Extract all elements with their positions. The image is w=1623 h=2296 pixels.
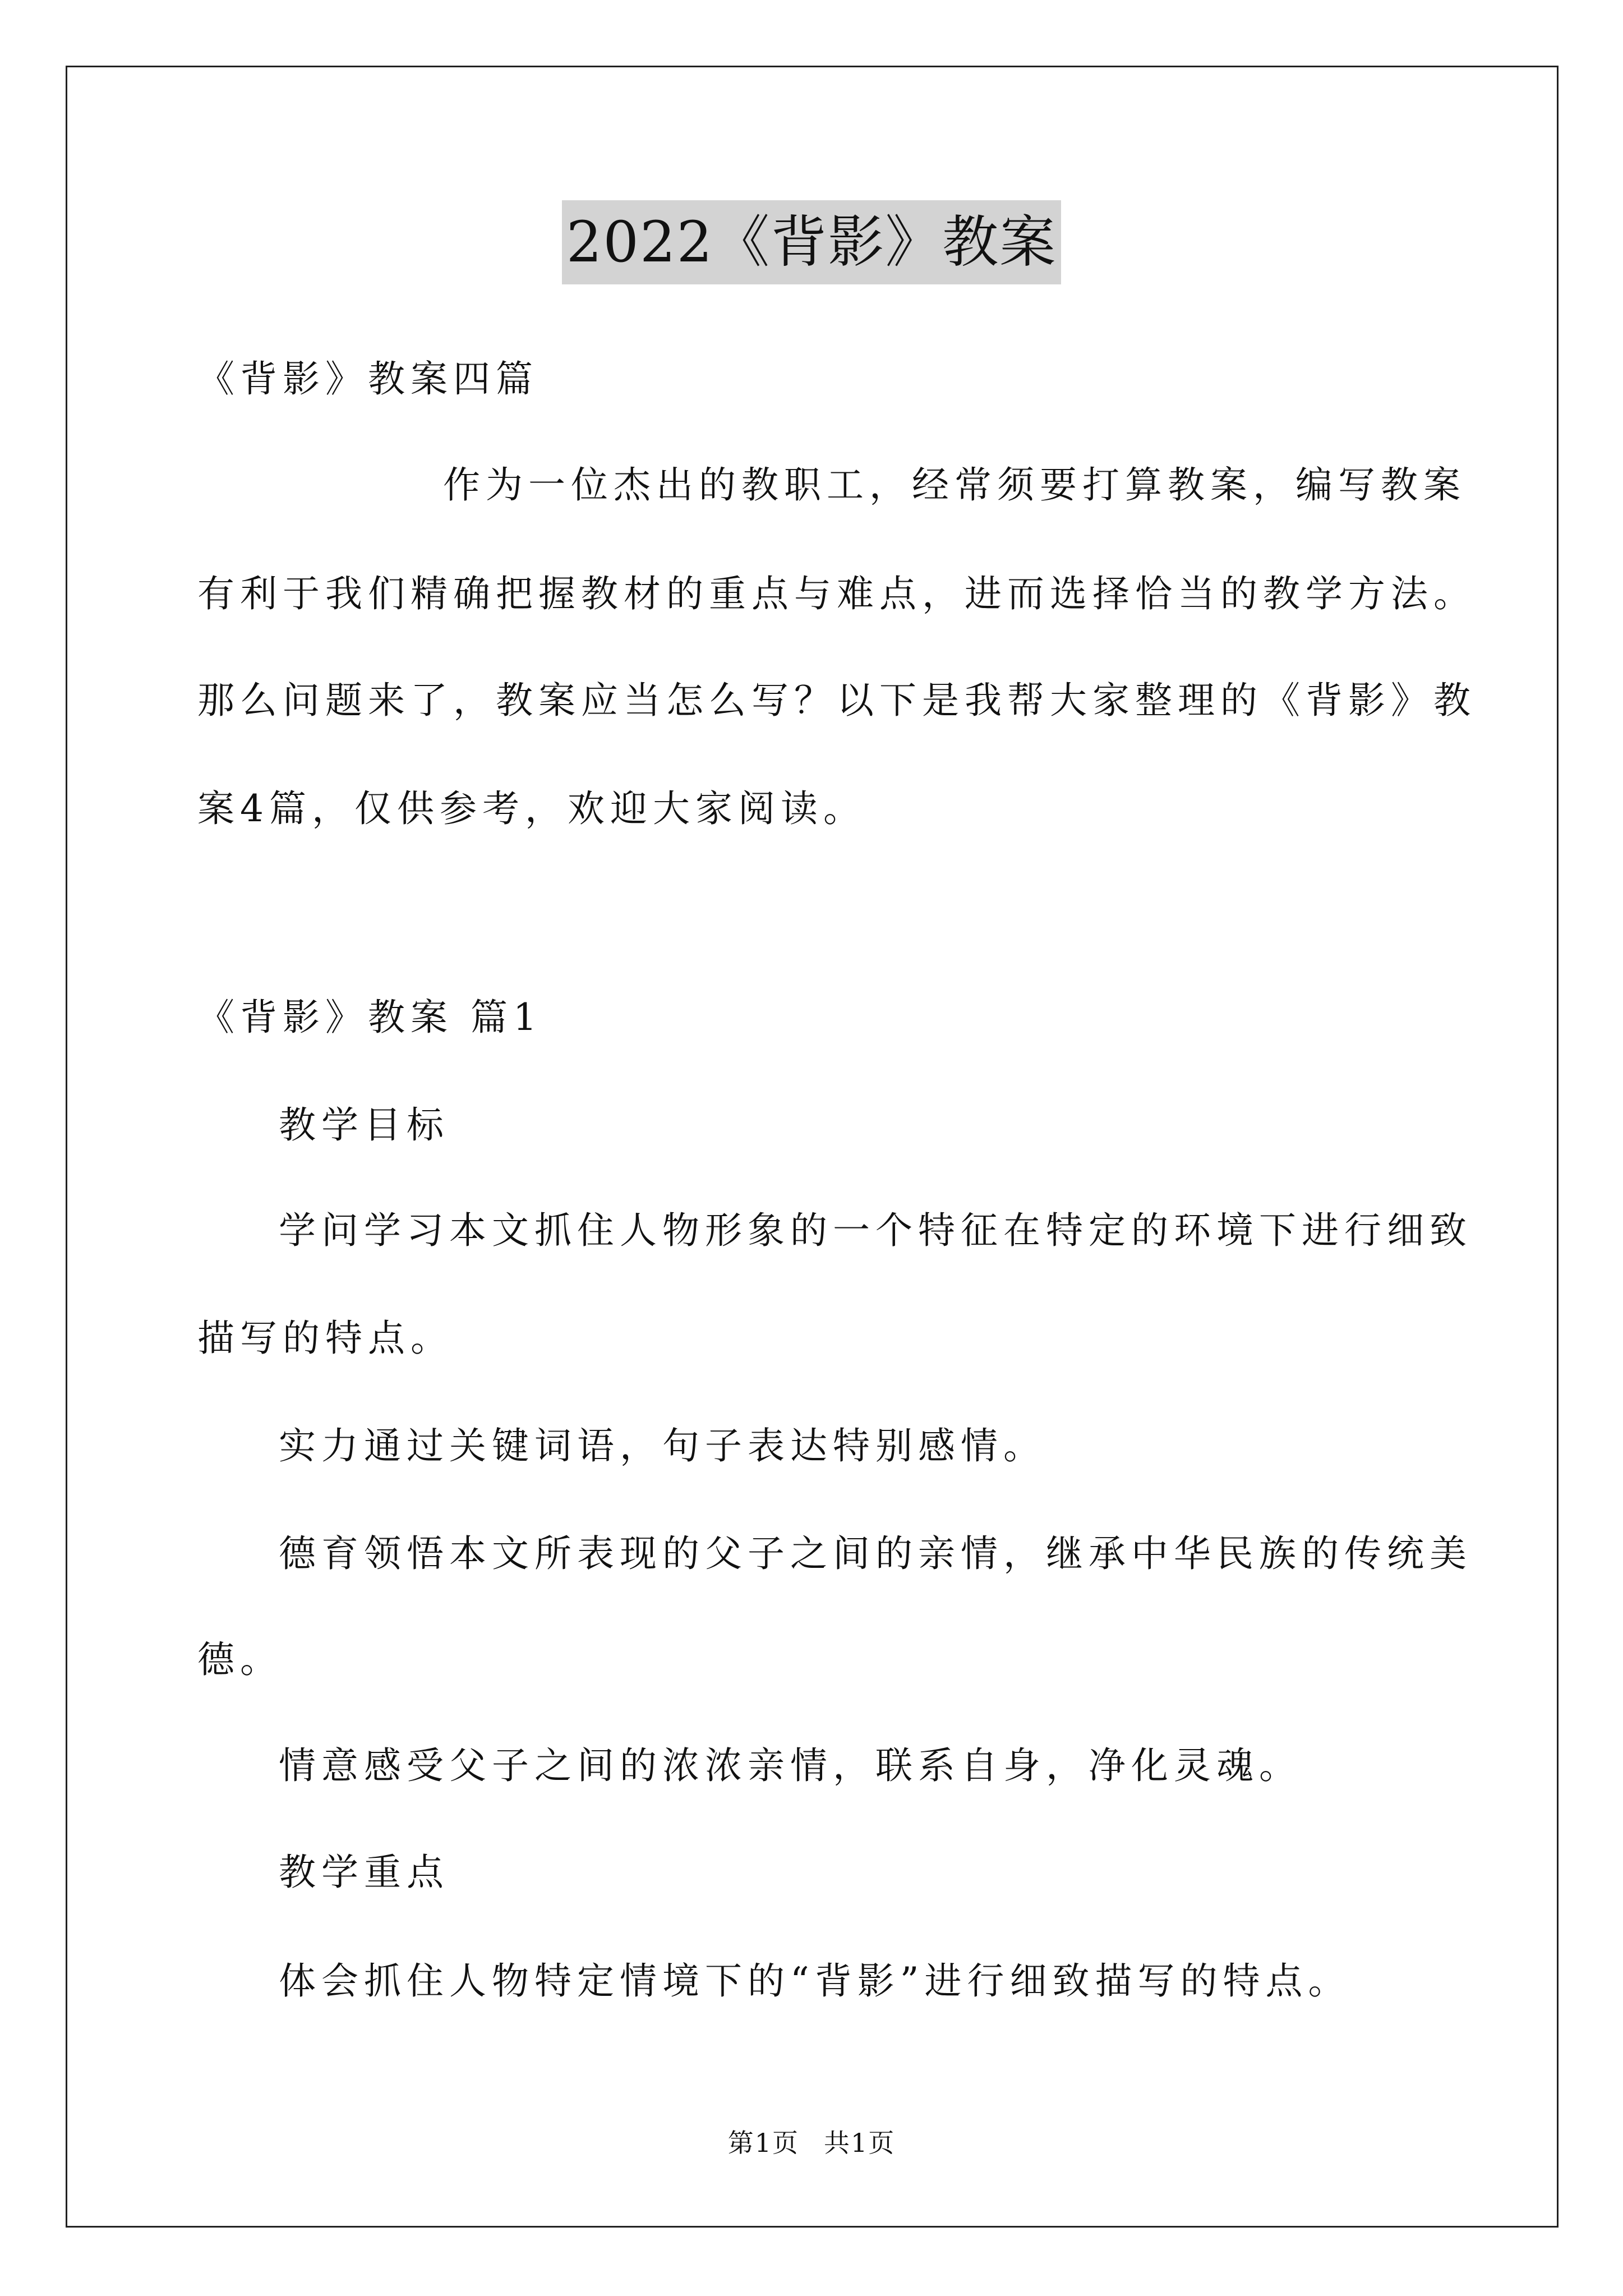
- knowledge-line-2: 描写的特点。: [197, 1317, 453, 1360]
- page-total: 共1页: [824, 2128, 896, 2158]
- ability-line: 实力通过关键词语，句子表达特别感情。: [279, 1424, 1046, 1467]
- intro-line-4: 案4篇，仅供参考，欢迎大家阅读。: [197, 787, 866, 830]
- section-heading: 《背影》教案 篇1: [197, 996, 542, 1039]
- page-footer: [0, 2126, 1623, 2160]
- key-points-heading: 教学重点: [279, 1851, 449, 1894]
- objectives-heading: 教学目标: [279, 1103, 449, 1147]
- document-title: 2022《背影》教案: [562, 200, 1062, 284]
- knowledge-line-1: 学问学习本文抓住人物形象的一个特征在特定的环境下进行细致: [279, 1209, 1472, 1252]
- key-points-line: 体会抓住人物特定情境下的“背影”进行细致描写的特点。: [279, 1959, 1351, 2003]
- moral-line-2: 德。: [197, 1638, 283, 1681]
- emotion-line: 情意感受父子之间的浓浓亲情，联系自身，净化灵魂。: [279, 1744, 1302, 1787]
- intro-line-2: 有利于我们精确把握教材的重点与难点，进而选择恰当的教学方法。: [197, 572, 1476, 615]
- page-number: 第1页: [727, 2128, 799, 2158]
- intro-line-3: 那么问题来了，教案应当怎么写？以下是我帮大家整理的《背影》教: [197, 679, 1476, 722]
- intro-line-1: 作为一位杰出的教职工，经常须要打算教案，编写教案: [443, 463, 1466, 507]
- document-subtitle: 《背影》教案四篇: [197, 357, 538, 401]
- moral-line-1: 德育领悟本文所表现的父子之间的亲情，继承中华民族的传统美: [279, 1532, 1472, 1575]
- title-container: [0, 200, 1623, 284]
